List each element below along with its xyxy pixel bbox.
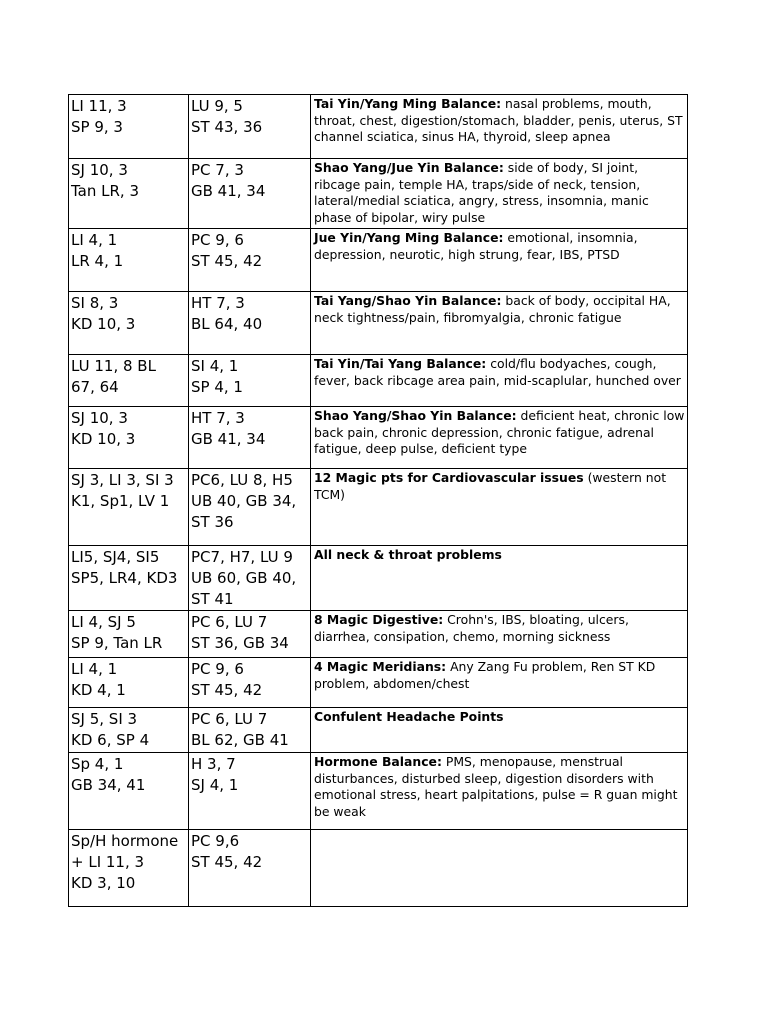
indication-description: (western not TCM) xyxy=(314,470,667,502)
indication-title: Tai Yang/Shao Yin Balance: xyxy=(314,293,502,308)
secondary-points-cell xyxy=(189,611,311,658)
point-line: SP 9, 3 xyxy=(71,118,123,136)
indication-cell xyxy=(311,753,688,830)
primary-points-cell xyxy=(69,830,189,907)
indication-cell xyxy=(311,708,688,753)
secondary-points-cell xyxy=(189,229,311,292)
point-line: HT 7, 3 xyxy=(191,409,245,427)
point-line: SJ 10, 3 xyxy=(71,161,128,179)
primary-points-cell xyxy=(69,546,189,611)
point-line: Sp 4, 1 xyxy=(71,755,124,773)
point-line: LI 4, SJ 5 xyxy=(71,613,136,631)
point-line: PC 9, 6 xyxy=(191,231,244,249)
point-line: 67, 64 xyxy=(71,378,119,396)
point-line: ST 43, 36 xyxy=(191,118,263,136)
point-line: + LI 11, 3 xyxy=(71,853,145,871)
point-line: ST 45, 42 xyxy=(191,252,263,270)
point-line: PC 6, LU 7 xyxy=(191,710,268,728)
indication-description: back of body, occipital HA, neck tightness/pain, fibromyalgia, chronic fatigue xyxy=(314,293,671,325)
indication-title: Tai Yin/Tai Yang Balance: xyxy=(314,356,487,371)
point-line: BL 64, 40 xyxy=(191,315,263,333)
primary-points-cell xyxy=(69,159,189,229)
point-line: ST 36, GB 34 xyxy=(191,634,289,652)
secondary-points-cell xyxy=(189,658,311,708)
point-line: SJ 4, 1 xyxy=(191,776,239,794)
point-line: Tan LR, 3 xyxy=(71,182,140,200)
point-line: SJ 3, LI 3, SI 3 xyxy=(71,471,174,489)
indication-description: emotional, insomnia, depression, neurotic, high strung, fear, IBS, PTSD xyxy=(314,230,638,262)
point-line: SP5, LR4, KD3 xyxy=(71,569,178,587)
point-line: PC6, LU 8, H5 xyxy=(191,471,293,489)
indication-description: nasal problems, mouth, throat, chest, digestion/stomach, bladder, penis, uterus, ST channel sciatica, sinus HA, thyroid, sleep apnea xyxy=(314,96,683,145)
point-line: BL 62, GB 41 xyxy=(191,731,289,749)
secondary-points-cell xyxy=(189,95,311,159)
primary-points-cell xyxy=(69,95,189,159)
point-line: ST 45, 42 xyxy=(191,681,263,699)
indication-cell xyxy=(311,95,688,159)
secondary-points-cell xyxy=(189,830,311,907)
indication-description: cold/flu bodyaches, cough, fever, back ribcage area pain, mid-scaplular, hunched over xyxy=(314,356,681,388)
table-row xyxy=(69,830,688,907)
point-line: PC7, H7, LU 9 xyxy=(191,548,293,566)
point-line: KD 10, 3 xyxy=(71,430,136,448)
table-row xyxy=(69,658,688,708)
indication-title: Tai Yin/Yang Ming Balance: xyxy=(314,96,502,111)
primary-points-cell xyxy=(69,753,189,830)
primary-points-cell xyxy=(69,292,189,355)
indication-cell xyxy=(311,355,688,407)
point-line: UB 60, GB 40, xyxy=(191,569,297,587)
point-line: LI5, SJ4, SI5 xyxy=(71,548,160,566)
indication-description: side of body, SI joint, ribcage pain, temple HA, traps/side of neck, tension, lateral/medial sciatica, angry, stress, insomnia, manic phase of bipolar, wiry pulse xyxy=(314,160,649,225)
secondary-points-cell xyxy=(189,546,311,611)
point-line: ST 36 xyxy=(191,513,234,531)
point-line: GB 41, 34 xyxy=(191,430,266,448)
indication-cell xyxy=(311,159,688,229)
primary-points-cell xyxy=(69,229,189,292)
point-line: PC 9,6 xyxy=(191,832,240,850)
table-body xyxy=(69,95,688,907)
secondary-points-cell xyxy=(189,407,311,469)
primary-points-cell xyxy=(69,469,189,546)
point-line: SP 4, 1 xyxy=(191,378,243,396)
point-line: UB 40, GB 34, xyxy=(191,492,297,510)
indication-cell xyxy=(311,611,688,658)
point-line: LR 4, 1 xyxy=(71,252,124,270)
point-line: SI 4, 1 xyxy=(191,357,239,375)
indication-cell xyxy=(311,229,688,292)
indication-title: 8 Magic Digestive: xyxy=(314,612,444,627)
table-row xyxy=(69,611,688,658)
indication-cell xyxy=(311,292,688,355)
primary-points-cell xyxy=(69,355,189,407)
secondary-points-cell xyxy=(189,469,311,546)
point-line: KD 10, 3 xyxy=(71,315,136,333)
indication-description: deficient heat, chronic low back pain, chronic depression, chronic fatigue, adrenal fatigue, deep pulse, deficient type xyxy=(314,408,685,457)
point-line: SJ 10, 3 xyxy=(71,409,128,427)
indication-title: Shao Yang/Shao Yin Balance: xyxy=(314,408,517,423)
secondary-points-cell xyxy=(189,708,311,753)
point-line: PC 7, 3 xyxy=(191,161,244,179)
point-line: LU 11, 8 BL xyxy=(71,357,156,375)
secondary-points-cell xyxy=(189,292,311,355)
point-line: K1, Sp1, LV 1 xyxy=(71,492,170,510)
indication-description: PMS, menopause, menstrual disturbances, disturbed sleep, digestion disorders with emotional stress, heart palpitations, pulse = R guan might be weak xyxy=(314,754,678,819)
table-row xyxy=(69,355,688,407)
table-row xyxy=(69,95,688,159)
point-line: LI 4, 1 xyxy=(71,231,118,249)
point-line: KD 4, 1 xyxy=(71,681,126,699)
secondary-points-cell xyxy=(189,355,311,407)
primary-points-cell xyxy=(69,611,189,658)
point-line: HT 7, 3 xyxy=(191,294,245,312)
point-line: GB 41, 34 xyxy=(191,182,266,200)
table-row xyxy=(69,229,688,292)
table-row xyxy=(69,407,688,469)
point-line: KD 6, SP 4 xyxy=(71,731,150,749)
indication-title: Hormone Balance: xyxy=(314,754,442,769)
point-line: PC 9, 6 xyxy=(191,660,244,678)
indication-cell xyxy=(311,830,688,907)
indication-cell xyxy=(311,469,688,546)
indication-description: Crohn's, IBS, bloating, ulcers, diarrhea, consipation, chemo, morning sickness xyxy=(314,612,629,644)
secondary-points-cell xyxy=(189,159,311,229)
point-line: LI 4, 1 xyxy=(71,660,118,678)
point-line: H 3, 7 xyxy=(191,755,236,773)
indication-title: Shao Yang/Jue Yin Balance: xyxy=(314,160,504,175)
indication-cell xyxy=(311,658,688,708)
table-row xyxy=(69,159,688,229)
point-line: PC 6, LU 7 xyxy=(191,613,268,631)
point-line: KD 3, 10 xyxy=(71,874,136,892)
indication-title: 12 Magic pts for Cardiovascular issues xyxy=(314,470,584,485)
point-line: LU 9, 5 xyxy=(191,97,243,115)
indication-cell xyxy=(311,546,688,611)
indication-title: 4 Magic Meridians: xyxy=(314,659,447,674)
indication-title: All neck & throat problems xyxy=(314,547,502,562)
table-row xyxy=(69,546,688,611)
indication-title: Jue Yin/Yang Ming Balance: xyxy=(314,230,504,245)
primary-points-cell xyxy=(69,708,189,753)
point-line: SP 9, Tan LR xyxy=(71,634,163,652)
point-line: GB 34, 41 xyxy=(71,776,146,794)
point-line: LI 11, 3 xyxy=(71,97,127,115)
table-row xyxy=(69,469,688,546)
table-row xyxy=(69,292,688,355)
secondary-points-cell xyxy=(189,753,311,830)
indication-cell xyxy=(311,407,688,469)
point-line: SI 8, 3 xyxy=(71,294,119,312)
primary-points-cell xyxy=(69,658,189,708)
point-line: Sp/H hormone xyxy=(71,832,179,850)
primary-points-cell xyxy=(69,407,189,469)
point-line: ST 41 xyxy=(191,590,234,608)
indication-title: Confulent Headache Points xyxy=(314,709,504,724)
point-line: ST 45, 42 xyxy=(191,853,263,871)
point-line: SJ 5, SI 3 xyxy=(71,710,138,728)
table-row xyxy=(69,708,688,753)
table-row xyxy=(69,753,688,830)
indication-description: Any Zang Fu problem, Ren ST KD problem, abdomen/chest xyxy=(314,659,656,691)
acupuncture-points-table xyxy=(68,94,688,907)
